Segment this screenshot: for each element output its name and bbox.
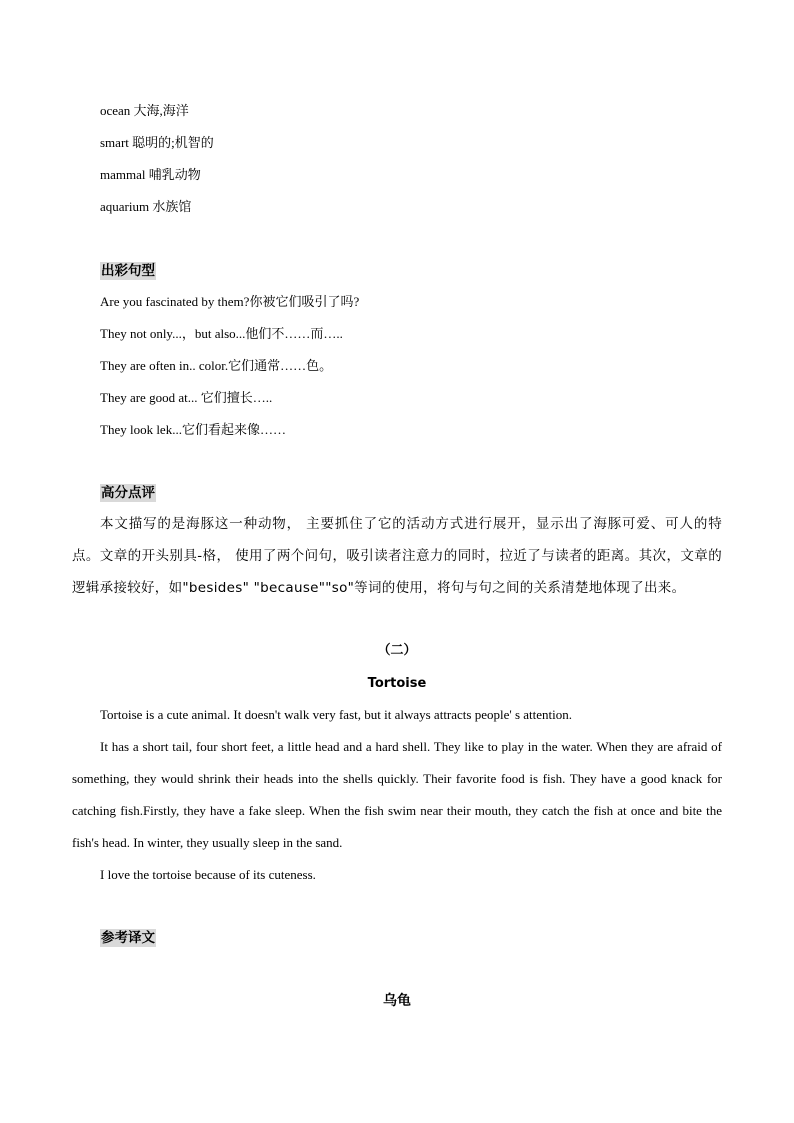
essay-paragraph: Tortoise is a cute animal. It doesn't walk very fast, but it always attracts people' s attention. — [100, 707, 573, 722]
essay-paragraph: I love the tortoise because of its cuteness. — [100, 867, 316, 882]
sentence-item: They look lek...它们看起来像…… — [100, 422, 286, 437]
sentence-item: They are good at... 它们擅长….. — [100, 390, 273, 405]
vocab-item-aquarium: aquarium 水族馆 — [100, 199, 192, 214]
essay-title: Tortoise — [367, 676, 427, 691]
translation-title: 乌龟 — [383, 993, 411, 1009]
essay-paragraph: It has a short tail, four short feet, a little head and a hard shell. They like to play in the water. When they are afraid of something, they would shrink their heads into the shells quickly. Their favorite food is fish. They have a good knack for catching fish.Firstly, they have a fake sleep. When the fish swim near their mouth, they catch the fish at once and bite the fish's head. In winter, they usually sleep in the sand. — [72, 739, 722, 850]
comment-paragraph: 本文描写的是海豚这一种动物， 主要抓住了它的活动方式进行展开，显示出了海豚可爱、可人的特点。文章的开头别具-格， 使用了两个问句，吸引读者注意力的同时，拉近了与读者的距离。其次，文章的逻辑承接较好，如"besides" "because""so"等词的使用，将句与句之间的关系清楚地体现了出来。 — [72, 516, 722, 596]
sentence-item: Are you fascinated by them?你被它们吸引了吗? — [100, 294, 360, 309]
sentences-heading: 出彩句型 — [101, 263, 155, 279]
vocab-item-smart: smart 聪明的;机智的 — [100, 135, 214, 150]
sentence-item: They are often in.. color.它们通常……色。 — [100, 358, 333, 373]
vocab-item-mammal: mammal 哺乳动物 — [100, 167, 201, 182]
comment-heading: 高分点评 — [101, 485, 155, 501]
translation-heading: 参考译文 — [101, 930, 155, 946]
sentence-item: They not only...，but also...他们不……而….. — [100, 326, 343, 341]
section-number: （二） — [377, 643, 417, 658]
vocab-item-ocean: ocean 大海,海洋 — [100, 103, 189, 118]
